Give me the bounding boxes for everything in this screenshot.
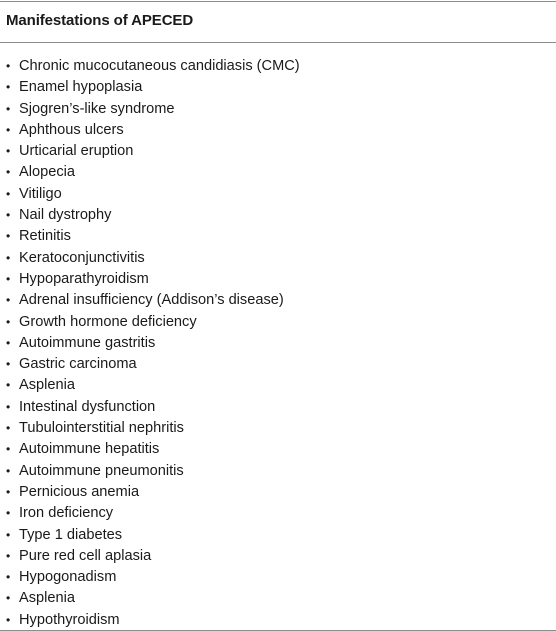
bullet-icon: • (6, 229, 11, 244)
bullet-icon: • (6, 208, 11, 223)
list-item-label: Pure red cell aplasia (19, 547, 152, 564)
bullet-icon: • (6, 314, 11, 329)
bullet-icon: • (6, 165, 11, 180)
list-item-label: Hypogonadism (19, 569, 117, 586)
list-item-label: Autoimmune gastritis (19, 334, 156, 351)
bullet-icon: • (6, 144, 11, 159)
list-item-label: Pernicious anemia (19, 483, 140, 500)
bullet-icon: • (6, 591, 11, 606)
list-item-label: Hypothyroidism (19, 611, 120, 628)
bullet-icon: • (6, 612, 11, 627)
bullet-icon: • (6, 463, 11, 478)
bullet-icon: • (6, 80, 11, 95)
bullet-icon: • (6, 186, 11, 201)
list-item-label: Asplenia (19, 590, 75, 607)
list-item-label: Retinitis (19, 228, 71, 245)
top-rule (0, 1, 556, 2)
list-item-label: Nail dystrophy (19, 207, 112, 224)
list-item-label: Tubulointerstitial nephritis (19, 420, 184, 437)
list-item-label: Keratoconjunctivitis (19, 249, 145, 266)
bullet-icon: • (6, 570, 11, 585)
list-item-label: Aphthous ulcers (19, 121, 124, 138)
list-item-label: Vitiligo (19, 185, 62, 202)
bullet-icon: • (6, 442, 11, 457)
list-item-label: Gastric carcinoma (19, 356, 137, 373)
list-item-label: Urticarial eruption (19, 143, 134, 160)
bullet-icon: • (6, 378, 11, 393)
bullet-icon: • (6, 122, 11, 137)
bullet-icon: • (6, 357, 11, 372)
list-item-label: Alopecia (19, 164, 75, 181)
bullet-icon: • (6, 250, 11, 265)
list-item-label: Enamel hypoplasia (19, 79, 143, 96)
list-item-label: Sjogren’s-like syndrome (19, 100, 175, 117)
bullet-icon: • (6, 484, 11, 499)
bullet-icon: • (6, 271, 11, 286)
bullet-icon: • (6, 506, 11, 521)
bullet-icon: • (6, 335, 11, 350)
list-item-label: Intestinal dysfunction (19, 398, 156, 415)
list-item-label: Adrenal insufficiency (Addison’s disease) (19, 292, 284, 309)
list-item-label: Autoimmune pneumonitis (19, 462, 184, 479)
header-rule (0, 42, 556, 43)
list-item-label: Iron deficiency (19, 505, 114, 522)
list-item-label: Autoimmune hepatitis (19, 441, 160, 458)
bullet-icon: • (6, 421, 11, 436)
list-item-label: Asplenia (19, 377, 75, 394)
bullet-icon: • (6, 548, 11, 563)
bullet-icon: • (6, 293, 11, 308)
list-item-label: Growth hormone deficiency (19, 313, 197, 330)
bullet-icon: • (6, 399, 11, 414)
list-item-label: Chronic mucocutaneous candidiasis (CMC) (19, 58, 300, 74)
bullet-icon: • (6, 59, 11, 73)
bullet-icon: • (6, 527, 11, 542)
table-header: Manifestations of APECED (6, 12, 194, 29)
bullet-icon: • (6, 101, 11, 116)
list-item-label: Hypoparathyroidism (19, 270, 149, 287)
list-item-label: Type 1 diabetes (19, 526, 123, 543)
